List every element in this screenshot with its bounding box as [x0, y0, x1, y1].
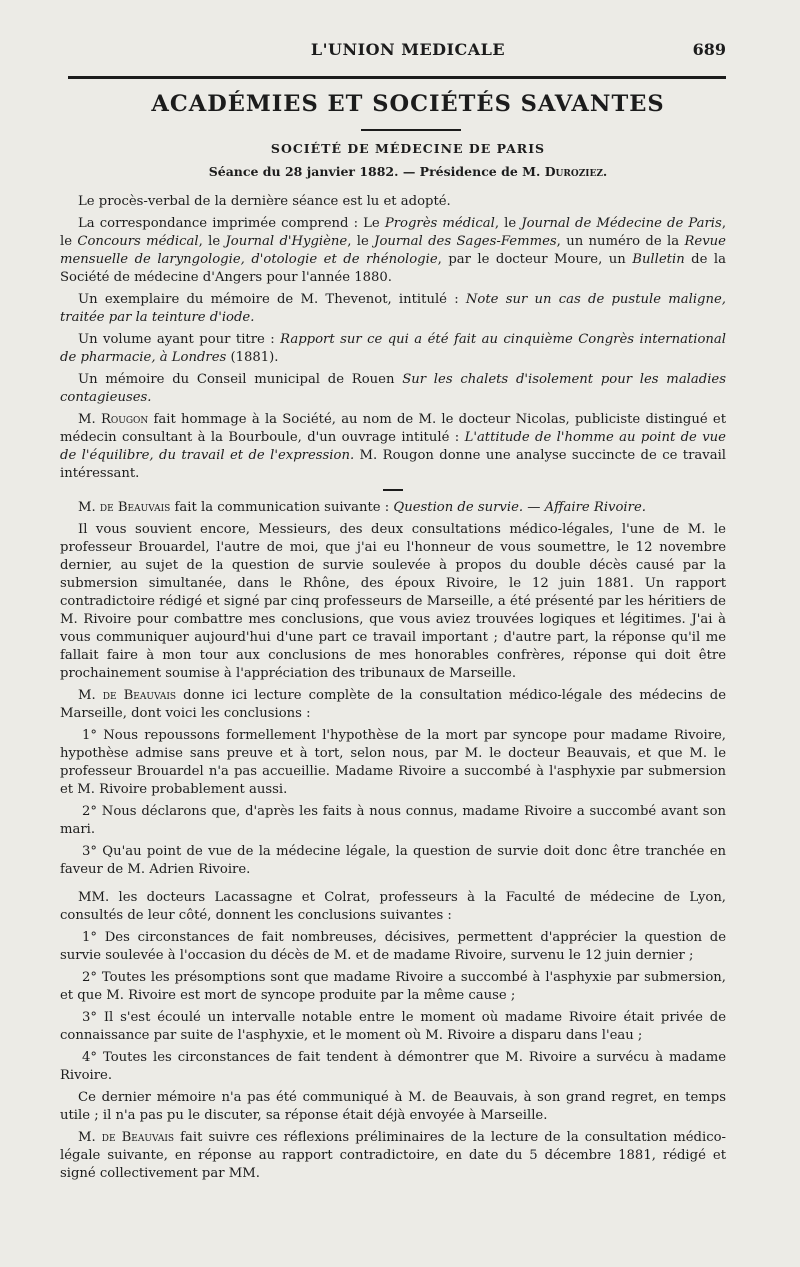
paragraph-minutes: Le procès-verbal de la dernière séance est lu et adopté.: [78, 194, 451, 209]
section-separator: [383, 489, 403, 491]
running-head: [60, 40, 726, 64]
conclusion-marseille-2: 2° Nous déclarons que, d'après les faits à nous connus, madame Rivoire a succombé avant son mari.: [60, 804, 726, 837]
conclusion-lyon-2: 2° Toutes les présomptions sont que madame Rivoire a succombé à l'asphyxie par submersion, et que M. Rivoire est mort de syncope produite par la même cause ;: [60, 970, 726, 1003]
paragraph-rouen: Un mémoire du Conseil municipal de Rouen Sur les chalets d'isolement pour les maladies contagieuses.: [60, 372, 726, 405]
paragraph-communication: M. de Beauvais fait la communication suivante : Question de survie. — Affaire Rivoire.: [78, 500, 646, 515]
conclusion-marseille-3: 3° Qu'au point de vue de la médecine légale, la question de survie doit donc être tranchée en faveur de M. Adrien Rivoire.: [60, 844, 726, 877]
society-name: SOCIÉTÉ DE MÉDECINE DE PARIS: [270, 141, 546, 156]
conclusion-lyon-1: 1° Des circonstances de fait nombreuses, décisives, permettent d'apprécier la question de survie soulevée à l'occasion du décès de M. et de madame Rivoire, survenu le 12 juin dernier ;: [60, 930, 726, 963]
paragraph-correspondence: La correspondance imprimée comprend : Le Progrès médical, le Journal de Médecine de Paris, le Concours médical, le Journal d'Hygiène, le Journal des Sages-Femmes, un numéro de la Revue mensuelle de laryngologie, d'otologie et de rhénologie, par le docteur Moure, un Bulletin de la Société de médecine d'Angers pour l'année 1880.: [60, 216, 727, 285]
paragraph-lecture: M. de Beauvais donne ici lecture complète de la consultation médico-légale des médecins de Marseille, dont voici les conclusions :: [60, 688, 727, 721]
conclusion-lyon-3: 3° Il s'est écoulé un intervalle notable entre le moment où madame Rivoire était privée de connaissance par suite de l'asphyxie, et le moment où M. Rivoire a disparu dans l'eau ;: [60, 1010, 726, 1043]
title-rule: [361, 129, 461, 131]
conclusion-marseille-1: 1° Nous repoussons formellement l'hypothèse de la mort par syncope pour madame Rivoire, hypothèse admise sans preuve et à tort, selon nous, par M. le docteur Beauvais, et que M. le professeur Brouardel n'a pas accueillie. Madame Rivoire a succombé à l'asphyxie par submersion et M. Rivoire probablement aussi.: [60, 728, 726, 797]
paragraph-reflexions: M. de Beauvais fait suivre ces réflexions préliminaires de la lecture de la consultation médico-légale suivante, en réponse au rapport contradictoire, en date du 5 décembre 1881, rédigé et signé collectivement par MM.: [60, 1130, 726, 1181]
header-rule: [68, 76, 726, 79]
conclusion-lyon-4: 4° Toutes les circonstances de fait tendent à démontrer que M. Rivoire a survécu à madame Rivoire.: [60, 1050, 726, 1083]
session-line: Séance du 28 janvier 1882. — Présidence de M. Duroziez.: [208, 164, 608, 179]
paragraph-memoire: Ce dernier mémoire n'a pas été communiqué à M. de Beauvais, à son grand regret, en temps utile ; il n'a pas pu le discuter, sa réponse était déjà envoyée à Marseille.: [60, 1090, 726, 1123]
paragraph-lyon: MM. les docteurs Lacassagne et Colrat, professeurs à la Faculté de médecine de Lyon, consultés de leur côté, donnent les conclusions suivantes :: [60, 890, 726, 923]
paragraph-volume: Un volume ayant pour titre : Rapport sur ce qui a été fait au cinquième Congrès international de pharmacie, à Londres (1881).: [60, 332, 726, 365]
president-name: Duroziez: [544, 164, 603, 179]
paragraph-survie: Il vous souvient encore, Messieurs, des deux consultations médico-légales, l'une de M. le professeur Brouardel, l'autre de moi, que j'ai eu l'honneur de vous soumettre, le 12 novembre dernier, au sujet de la question de survie soulevée à propos du double décès causé par la submersion simultanée, dans le Rhône, des époux Rivoire, le 12 juin 1881. Un rapport contradictoire rédigé et signé par cinq professeurs de Marseille, a été présenté par les héritiers de M. Rivoire pour combattre mes conclusions, que vous aviez trouvées logiques et légitimes. J'ai à vous communiquer aujourd'hui d'une part ce travail important ; d'autre part, la réponse qu'il me fallait faire à mon tour aux conclusions de mes honorables confrères, réponse qui doit être prochainement soumise à l'appréciation des tribunaux de Marseille.: [60, 522, 726, 681]
article-body: [60, 193, 726, 1183]
journal-title: L'UNION MEDICALE: [310, 40, 506, 59]
section-title: ACADÉMIES ET SOCIÉTÉS SAVANTES: [151, 91, 665, 117]
paragraph-thevenot: Un exemplaire du mémoire de M. Thevenot, intitulé : Note sur un cas de pustule maligne, traitée par la teinture d'iode.: [60, 292, 726, 325]
page-number: 689: [692, 40, 726, 59]
paragraph-rougon: M. Rougon fait hommage à la Société, au nom de M. le docteur Nicolas, publiciste distingué et médecin consultant à la Bourboule, d'un ouvrage intitulé : L'attitude de l'homme au point de vue de l'équilibre, du travail et de l'expression. M. Rougon donne une analyse succincte de ce travail intéressant.: [60, 412, 727, 481]
